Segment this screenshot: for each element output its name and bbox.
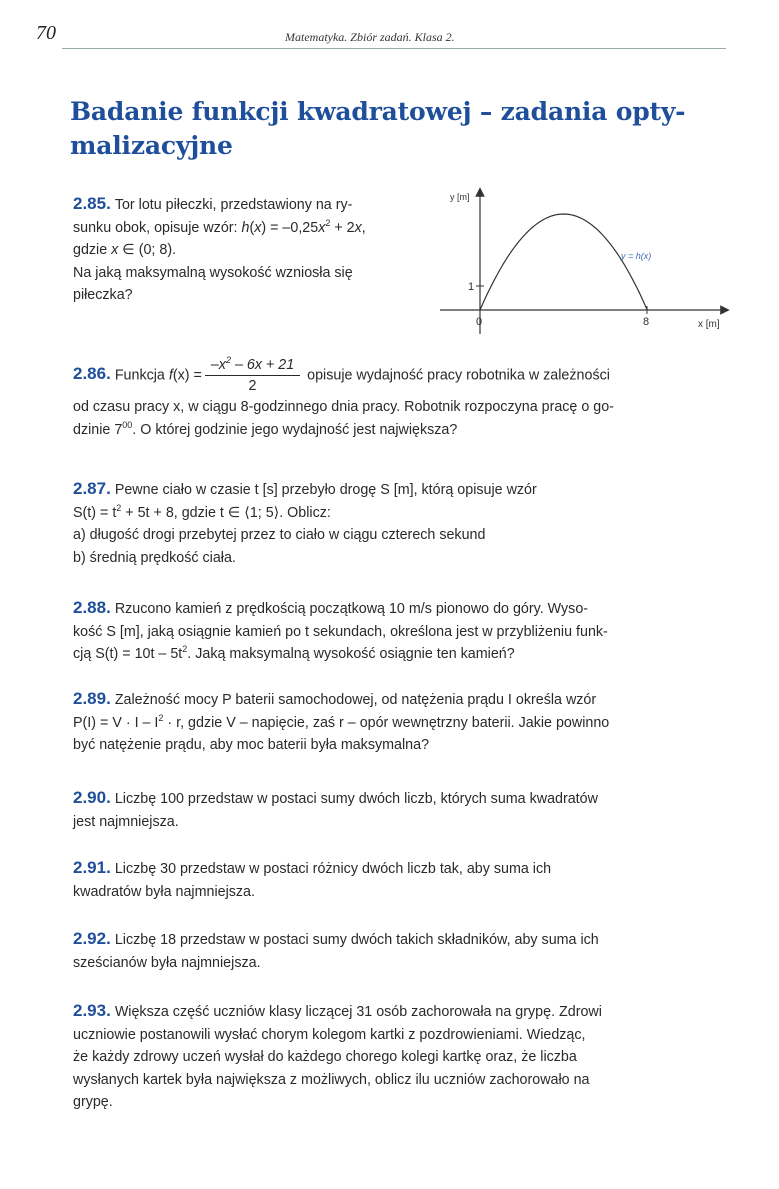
- origin-label: 0: [476, 316, 483, 328]
- exercise-text: . O której godzinie jego wydajność jest największa?: [132, 421, 458, 438]
- math: – 6x + 21: [230, 357, 295, 373]
- math: (: [249, 219, 255, 236]
- exponent: 2: [325, 217, 331, 228]
- running-title: Matematyka. Zbiór zadań. Klasa 2.: [285, 30, 455, 44]
- exercise-2-93: [73, 1000, 729, 1114]
- math: ,: [361, 219, 366, 236]
- exercise-2-92: [73, 928, 729, 974]
- exercise-text: opisuje wydajność pracy robotnika w zależności: [303, 367, 610, 384]
- exercise-2-85: [73, 193, 433, 307]
- math: ) = –0,25: [261, 219, 319, 236]
- header-rule: [62, 48, 726, 49]
- exercise-text: grypę.: [73, 1094, 113, 1110]
- exercise-text: · r, gdzie V – napięcie, zaś r – opór wewnętrzny baterii. Jakie powinno: [163, 714, 610, 731]
- exercise-text: Tor lotu piłeczki, przedstawiony na ry-: [114, 197, 353, 213]
- math: x: [318, 219, 326, 236]
- math: x: [254, 219, 262, 236]
- exercise-2-89: [73, 688, 729, 757]
- x-axis-label: x [m]: [698, 319, 720, 330]
- math: x: [354, 219, 362, 236]
- curve-label: y = h(x): [621, 251, 652, 261]
- exercise-text: Liczbę 100 przedstaw w postaci sumy dwóch liczb, których suma kwadratów: [114, 791, 598, 807]
- exercise-number: 2.88.: [73, 598, 111, 617]
- y-axis-label: y [m]: [450, 192, 470, 202]
- exercise-text: kwadratów była najmniejsza.: [73, 883, 255, 900]
- exercise-text: . Jaką maksymalną wysokość osiągnie ten kamień?: [187, 646, 515, 662]
- exercise-text: cją S(t) = 10t – 5t: [73, 646, 183, 662]
- exercise-text: Zależność mocy P baterii samochodowej, od natężenia prądu I określa wzór: [114, 692, 597, 708]
- exercise-subitem: b) średnią prędkość ciała.: [73, 549, 236, 566]
- fraction: [205, 355, 300, 396]
- fraction-denominator: 2: [248, 378, 257, 394]
- exercise-text: Funkcja: [114, 367, 169, 384]
- exercise-number: 2.89.: [73, 689, 111, 708]
- exercise-2-87: [73, 478, 729, 569]
- exercise-text: kość S [m], jaką osiągnie kamień po t sekundach, określona jest w przybliżeniu funk-: [73, 623, 608, 640]
- page-number: 70: [36, 22, 56, 44]
- math: + 2: [330, 219, 355, 236]
- exercise-text: wysłanych kartek była największa z możliwych, oblicz ilu uczniów zachorowało na: [73, 1071, 590, 1088]
- exercise-text: że każdy zdrowy uczeń wysłał do każdego chorego kolegi kartkę oraz, że liczba: [73, 1049, 577, 1065]
- exercise-text: jest najmniejsza.: [73, 813, 179, 830]
- trajectory-graph: [440, 186, 735, 336]
- exercise-text: uczniowie postanowili wysłać chorym kolegom kartki z pozdrowieniami. Wiedząc,: [73, 1026, 586, 1043]
- exercise-2-88: [73, 597, 729, 666]
- exercise-text: sześcianów była najmniejsza.: [73, 954, 261, 971]
- parabola-curve: [480, 214, 647, 310]
- exercise-2-86: [73, 355, 729, 441]
- fraction-numerator: [205, 355, 300, 376]
- exponent: 2: [182, 644, 188, 655]
- exercise-text: Rzucono kamień z prędkością początkową 10 m/s pionowo do góry. Wyso-: [114, 601, 589, 617]
- exercise-number: 2.90.: [73, 788, 111, 807]
- exercise-2-90: [73, 787, 729, 833]
- exercise-text: od czasu pracy x, w ciągu 8-godzinnego dnia pracy. Robotnik rozpoczyna pracę o go-: [73, 399, 614, 415]
- exercise-text: S(t) = t: [73, 504, 117, 521]
- exercise-text: Na jaką maksymalną wysokość wzniosła się: [73, 264, 353, 281]
- math: (x) =: [172, 367, 202, 384]
- exercise-number: 2.91.: [73, 858, 111, 877]
- exercise-text: gdzie: [73, 242, 112, 258]
- exercise-number: 2.87.: [73, 479, 111, 498]
- exponent: 00: [122, 419, 133, 430]
- exercise-number: 2.92.: [73, 929, 111, 948]
- exercise-text: Liczbę 30 przedstaw w postaci różnicy dwóch liczb tak, aby suma ich: [114, 861, 552, 877]
- exercise-text: być natężenie prądu, aby moc baterii była maksymalna?: [73, 737, 430, 753]
- exercise-text: Liczbę 18 przedstaw w postaci sumy dwóch takich składników, aby suma ich: [114, 932, 599, 948]
- exercise-subitem: a) długość drogi przebytej przez to ciało w ciągu czterech sekund: [73, 527, 486, 543]
- math: x: [111, 242, 119, 258]
- math: h: [241, 219, 250, 236]
- exercise-number: 2.85.: [73, 194, 111, 213]
- exponent: 2: [116, 502, 122, 513]
- math: f: [168, 367, 173, 384]
- y-tick-label: 1: [468, 281, 475, 293]
- exercise-text: P(I) = V · I – I: [73, 714, 159, 731]
- exercise-text: Większa część uczniów klasy liczącej 31 osób zachorowała na grypę. Zdrowi: [114, 1004, 602, 1020]
- math: –x: [210, 357, 226, 373]
- exercise-number: 2.86.: [73, 364, 111, 384]
- exercise-text: + 5t + 8, gdzie t ∈ ⟨1; 5⟩. Oblicz:: [121, 504, 331, 521]
- x-tick-label: 8: [643, 316, 650, 328]
- exercise-number: 2.93.: [73, 1001, 111, 1020]
- exercise-text: Pewne ciało w czasie t [s] przebyło drogę S [m], którą opisuje wzór: [114, 482, 537, 498]
- exercise-text: piłeczka?: [73, 287, 133, 303]
- exponent: 2: [225, 355, 231, 366]
- section-title: Badanie funkcji kwadratowej – zadania optymalizacyjne: [70, 97, 686, 160]
- exercise-2-91: [73, 857, 729, 903]
- exercise-text: sunku obok, opisuje wzór:: [73, 219, 242, 236]
- math: ∈ (0; 8).: [118, 242, 177, 258]
- exponent: 2: [158, 712, 164, 723]
- exercise-text: dzinie 7: [73, 421, 123, 438]
